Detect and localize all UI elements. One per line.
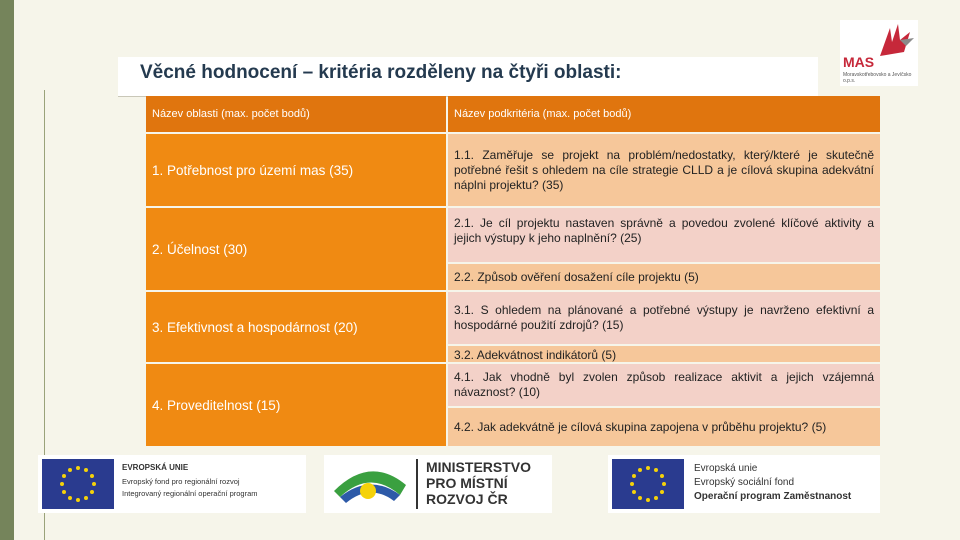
- eu-right-line1: Evropská unie: [694, 463, 758, 474]
- eu-left-line1: EVROPSKÁ UNIE: [122, 463, 189, 472]
- eu-right-line2: Evropský sociální fond: [694, 477, 795, 488]
- left-decor-strip: [0, 0, 14, 540]
- mmr-line3: ROZVOJ ČR: [426, 491, 508, 507]
- mmr-divider: [416, 459, 418, 509]
- criterion-3-1: 3.1. S ohledem na plánované a potřebné výstupy je navrženo efektivní a hospodárné použití zdrojů? (15): [448, 292, 880, 344]
- criterion-1-1: 1.1. Zaměřuje se projekt na problém/nedostatky, který/které je skutečně potřebné řešit s ohledem na cíle strategie CLLD a je cílová skupina adekvátní náplni projektu? (35): [448, 134, 880, 206]
- mmr-line2: PRO MÍSTNÍ: [426, 475, 508, 491]
- eu-erdf-logo: [38, 455, 306, 513]
- area-4: 4. Proveditelnost (15): [146, 364, 446, 446]
- slide-title: Věcné hodnocení – kritéria rozděleny na čtyři oblasti:: [140, 62, 622, 83]
- mas-bird-icon: [876, 22, 916, 58]
- eu-right-line3: Operační program Zaměstnanost: [694, 491, 852, 502]
- criterion-2-1: 2.1. Je cíl projektu nastaven správně a povedou zvolené klíčové aktivity a jejich výstupy k jeho naplnění? (25): [448, 208, 880, 262]
- eu-esf-logo: [608, 455, 880, 513]
- area-3: 3. Efektivnost a hospodárnost (20): [146, 292, 446, 362]
- mmr-line1: MINISTERSTVO: [426, 459, 532, 475]
- criterion-4-1: 4.1. Jak vhodně byl zvolen způsob realizace aktivit a jejich vzájemná návaznost? (10): [448, 364, 880, 406]
- eu-left-line3: Integrovaný regionální operační program: [122, 489, 258, 498]
- criterion-3-2: 3.2. Adekvátnost indikátorů (5): [448, 346, 880, 362]
- mmr-logo: [324, 455, 552, 513]
- area-2: 2. Účelnost (30): [146, 208, 446, 290]
- mas-logo: [840, 20, 918, 86]
- criterion-2-2: 2.2. Způsob ověření dosažení cíle projektu (5): [448, 264, 880, 290]
- eu-left-line2: Evropský fond pro regionální rozvoj: [122, 477, 240, 486]
- eu-flag-icon: [612, 459, 684, 509]
- criterion-4-2: 4.2. Jak adekvátně je cílová skupina zapojena v průběhu projektu? (5): [448, 408, 880, 446]
- table-header-area: Název oblasti (max. počet bodů): [146, 96, 446, 132]
- table-header-criterion: Název podkritéria (max. počet bodů): [448, 96, 880, 132]
- mmr-emblem-icon: [330, 461, 410, 507]
- criteria-table: [146, 96, 880, 446]
- area-1: 1. Potřebnost pro území mas (35): [146, 134, 446, 206]
- mas-logo-text: MAS: [843, 54, 875, 70]
- mas-logo-subtitle: Moravskotřebovsko a Jevíčsko o.p.s.: [843, 72, 912, 84]
- eu-flag-icon: [42, 459, 114, 509]
